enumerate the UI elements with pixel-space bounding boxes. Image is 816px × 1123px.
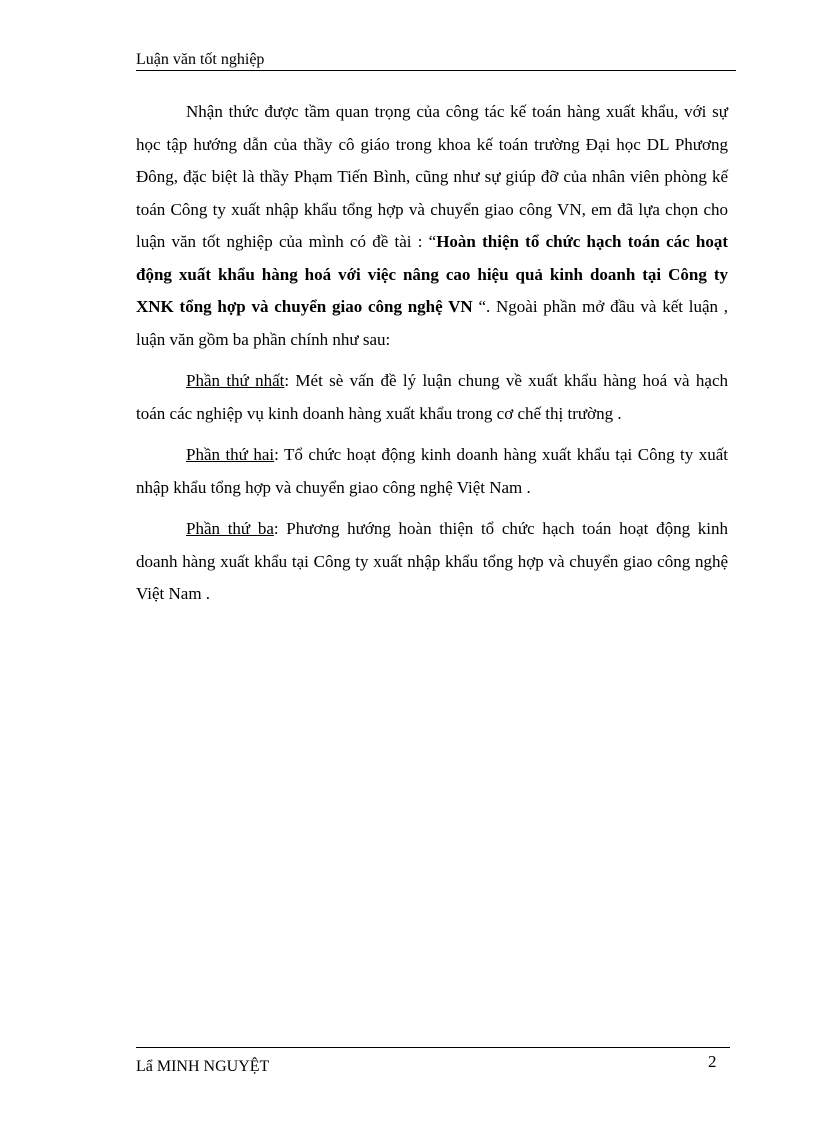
section-label-1: Phần thứ nhất [186, 371, 285, 390]
footer-author: Lẩ MINH NGUYỆT [136, 1058, 270, 1075]
section-text-1: : Mét sè vấn đề lý luận chung về xuất khẩu hàng hoá và hạch toán các nghiệp vụ kinh doanh hàng xuất khẩu trong cơ chế thị trường . [136, 371, 728, 423]
page-number: 2 [708, 1052, 717, 1071]
intro-text: Nhận thức được tầm quan trọng của công tác kế toán hàng xuất khẩu, với sự học tập hướng dẫn của thầy cô giáo trong khoa kế toán trường Đại học DL Phương Đông, đặc biệt là thầy Phạm Tiến Bình, cũng như sự giúp đỡ của nhân viên phòng kế toán Công ty xuất nhập khẩu tổng hợp và chuyển giao công VN, em đã lựa chọn cho luận văn tốt nghiệp của mình có đề tài : “ [136, 102, 728, 251]
thesis-topic: Hoàn thiện tổ chức hạch toán các hoạt động xuất khẩu hàng hoá với việc nâng cao hiệu quả kinh doanh tại Công ty XNK tổng hợp và chuyển giao công nghệ VN [136, 232, 729, 316]
section-label-3: Phần thứ ba [186, 519, 274, 538]
section-label-2: Phần thứ hai [186, 445, 275, 464]
footer-divider [136, 1047, 730, 1048]
section-paragraph-1 [136, 365, 728, 430]
section-text-3: : Phương hướng hoàn thiện tổ chức hạch toán hoạt động kinh doanh hàng xuất khẩu tại Công ty xuất nhập khẩu tổng hợp và chuyển giao công nghệ Việt Nam . [136, 519, 728, 603]
intro-text-end: “. Ngoài phần mở đầu và kết luận , luận văn gồm ba phần chính như sau: [136, 297, 729, 349]
page-header [136, 50, 736, 71]
header-title: Luận văn tốt nghiệp [136, 51, 265, 68]
section-paragraph-3 [136, 513, 728, 611]
intro-paragraph [136, 96, 728, 356]
section-paragraph-2 [136, 439, 728, 504]
document-body [136, 96, 728, 611]
section-text-2: : Tổ chức hoạt động kinh doanh hàng xuất khẩu tại Công ty xuất nhập khẩu tổng hợp và chuyển giao công nghệ Việt Nam . [136, 445, 728, 497]
